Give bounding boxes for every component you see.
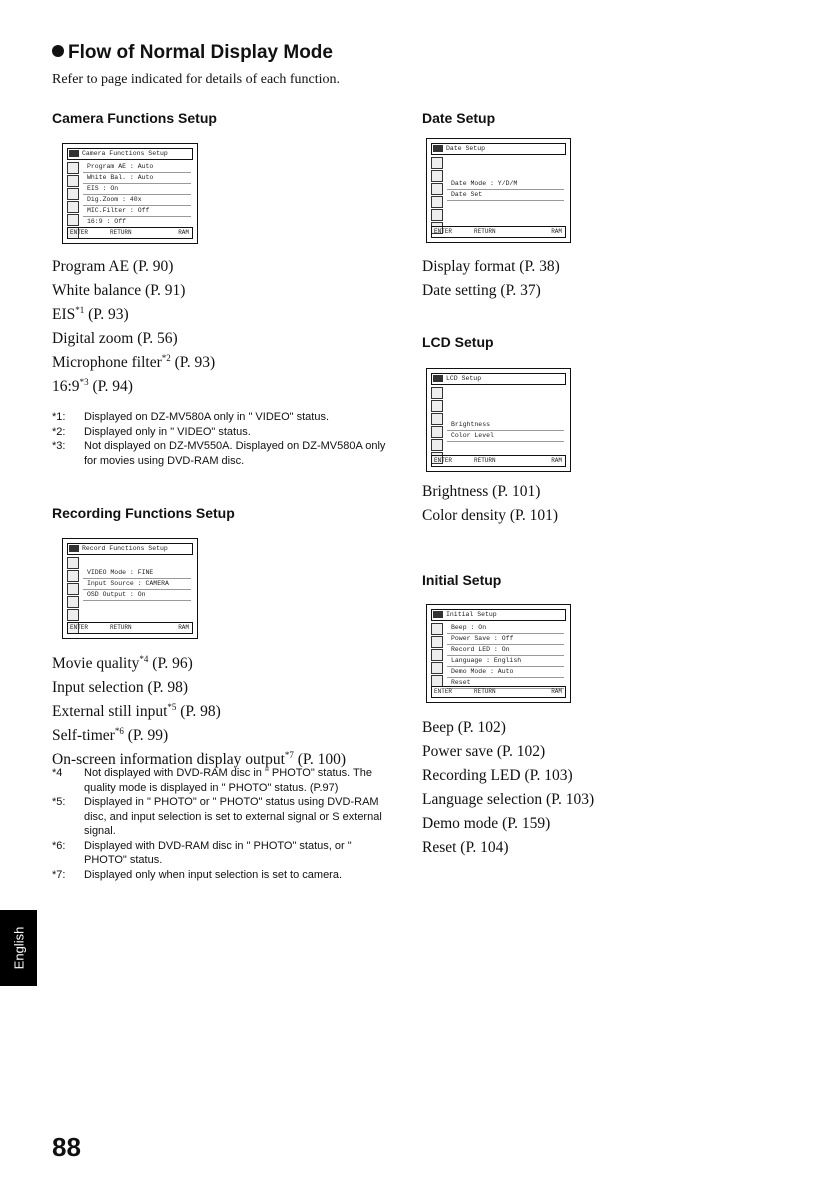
camera-notes xyxy=(52,410,392,468)
screen-footer: ENTER RETURN RAM xyxy=(67,227,193,239)
initial-screen xyxy=(426,604,571,703)
recording-screen xyxy=(62,538,198,639)
page-title: Flow of Normal Display Mode xyxy=(52,42,333,64)
initial-list xyxy=(422,716,594,860)
footnote: *5: Displayed in " PHOTO" or " PHOTO" status using DVD-RAM disc, and input selection is set to external signal or S external signal. xyxy=(52,796,382,837)
screen-rows xyxy=(83,162,191,228)
screen-rows xyxy=(83,568,191,601)
list-item: Beep (P. 102) xyxy=(422,719,506,736)
screen-row: Power Save : Off xyxy=(447,634,564,645)
list-item: Digital zoom (P. 56) xyxy=(52,330,178,347)
footnote: *3: Not displayed on DZ-MV550A. Displayed on DZ-MV580A only for movies using DVD-RAM disc. xyxy=(52,440,386,467)
screen-row: Reset xyxy=(447,678,564,689)
screen-rows xyxy=(447,420,564,442)
date-screen xyxy=(426,138,571,243)
initial-heading: Initial Setup xyxy=(422,572,502,588)
screen-sidebar xyxy=(431,387,443,465)
list-item: Reset (P. 104) xyxy=(422,839,509,856)
screen-row: Input Source : CAMERA xyxy=(83,579,191,590)
date-list xyxy=(422,255,560,303)
list-item: 16:9$^{*3}$ (P. 94) xyxy=(52,376,133,395)
screen-row: Color Level xyxy=(447,431,564,442)
list-item: Self-timer$^{*6}$ (P. 99) xyxy=(52,725,169,744)
screen-sidebar xyxy=(431,623,443,688)
screen-row: Beep : On xyxy=(447,623,564,634)
list-item: EIS$^{*1}$ (P. 93) xyxy=(52,304,129,323)
list-item: Input selection (P. 98) xyxy=(52,679,189,696)
camera-list xyxy=(52,255,215,399)
screen-row: EIS : On xyxy=(83,184,191,195)
screen-row: Date Set xyxy=(447,190,564,201)
screen-row: Dig.Zoom : 40x xyxy=(83,195,191,206)
footnote: *1: Displayed on DZ-MV580A only in " VIDEO" status. xyxy=(52,411,330,423)
screen-header: Date Setup xyxy=(431,143,566,155)
list-item: On-screen information display output$^{*7}$ (P. 100) xyxy=(52,749,346,768)
lcd-menu-icon xyxy=(433,375,443,382)
footnote: *6: Displayed with DVD-RAM disc in " PHOTO" status, or " PHOTO" status. xyxy=(52,839,352,866)
list-item: Program AE (P. 90) xyxy=(52,258,174,275)
page-subtitle: Refer to page indicated for details of each function. xyxy=(52,72,341,87)
screen-row: OSD Output : On xyxy=(83,590,191,601)
screen-header: Camera Functions Setup xyxy=(67,148,193,160)
screen-row: White Bal. : Auto xyxy=(83,173,191,184)
record-menu-icon xyxy=(69,545,79,552)
camera-heading: Camera Functions Setup xyxy=(52,110,217,126)
screen-row: Demo Mode : Auto xyxy=(447,667,564,678)
screen-row: Language : English xyxy=(447,656,564,667)
list-item: White balance (P. 91) xyxy=(52,282,186,299)
camera-menu-icon xyxy=(69,150,79,157)
recording-list xyxy=(52,652,346,772)
list-item: Display format (P. 38) xyxy=(422,258,560,275)
date-heading: Date Setup xyxy=(422,110,496,126)
list-item: Language selection (P. 103) xyxy=(422,791,595,808)
footnote: *2: Displayed only in " VIDEO" status. xyxy=(52,425,251,438)
screen-row: Program AE : Auto xyxy=(83,162,191,173)
screen-row: Date Mode : Y/D/M xyxy=(447,179,564,190)
list-item: Movie quality$^{*4}$ (P. 96) xyxy=(52,653,193,672)
screen-row: 16:9 : Off xyxy=(83,217,191,228)
language-tab: English xyxy=(0,910,37,986)
list-item: Date setting (P. 37) xyxy=(422,282,541,299)
recording-heading: Recording Functions Setup xyxy=(52,505,235,521)
screen-footer: ENTER RETURN RAM xyxy=(431,455,566,467)
screen-footer: ENTER RETURN RAM xyxy=(431,226,566,238)
camera-screen xyxy=(62,143,198,244)
screen-row: Brightness xyxy=(447,420,564,431)
lcd-list xyxy=(422,480,558,528)
footnote: *7: Displayed only when input selection is set to camera. xyxy=(52,868,343,881)
recording-notes xyxy=(52,766,392,882)
lcd-screen xyxy=(426,368,571,472)
screen-header: LCD Setup xyxy=(431,373,566,385)
screen-rows xyxy=(447,623,564,689)
screen-header: Record Functions Setup xyxy=(67,543,193,555)
initial-menu-icon xyxy=(433,611,443,618)
footnote: *4 Not displayed with DVD-RAM disc in " PHOTO" status. The quality mode is displayed in " PHOTO" status. (P.97) xyxy=(52,767,372,794)
lcd-heading: LCD Setup xyxy=(422,334,494,350)
list-item: Microphone filter$^{*2}$ (P. 93) xyxy=(52,352,216,371)
screen-row: Record LED : On xyxy=(447,645,564,656)
list-item: Recording LED (P. 103) xyxy=(422,767,573,784)
screen-sidebar xyxy=(431,157,443,235)
list-item: Power save (P. 102) xyxy=(422,743,546,760)
list-item: External still input$^{*5}$ (P. 98) xyxy=(52,701,221,720)
screen-row: VIDEO Mode : FINE xyxy=(83,568,191,579)
screen-row: MIC.Filter : Off xyxy=(83,206,191,217)
screen-rows xyxy=(447,179,564,201)
screen-header: Initial Setup xyxy=(431,609,566,621)
page-number: 88 xyxy=(52,1132,81,1162)
list-item: Color density (P. 101) xyxy=(422,507,559,524)
screen-footer: ENTER RETURN RAM xyxy=(67,622,193,634)
list-item: Demo mode (P. 159) xyxy=(422,815,551,832)
bullet-icon xyxy=(52,45,64,57)
list-item: Brightness (P. 101) xyxy=(422,483,541,500)
date-menu-icon xyxy=(433,145,443,152)
screen-footer: ENTER RETURN RAM xyxy=(431,686,566,698)
